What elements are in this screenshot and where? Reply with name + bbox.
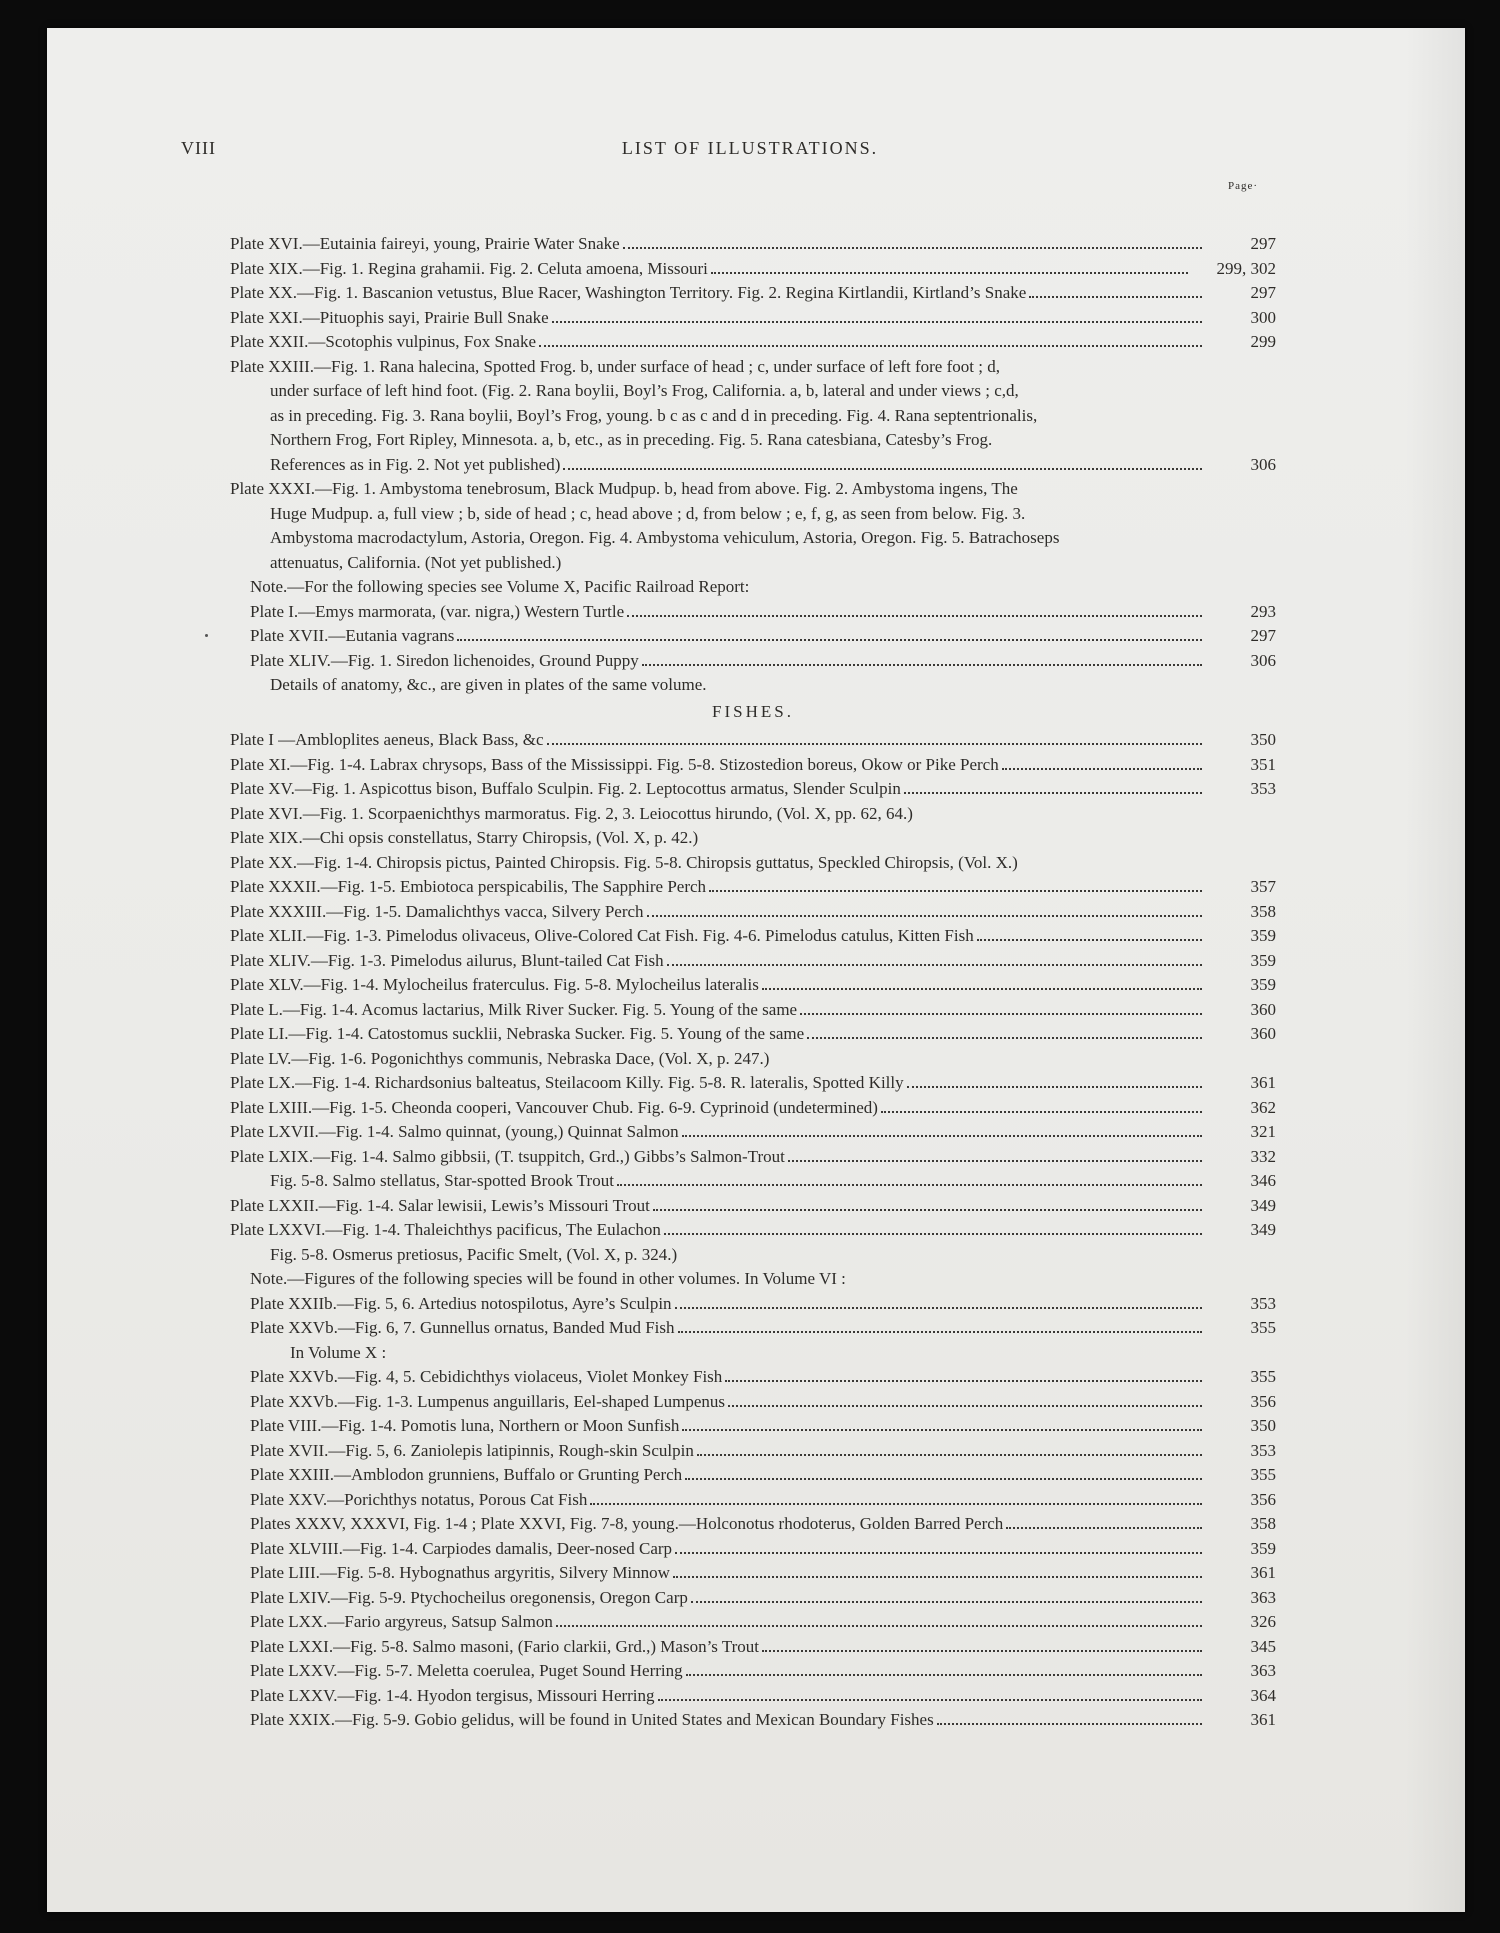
dot-leader: [627, 615, 1202, 617]
plate-xxiii-entry: [230, 355, 1276, 478]
dot-leader: [653, 1209, 1202, 1211]
page-ref: 356: [1250, 1489, 1276, 1509]
dot-leader: [1006, 1527, 1202, 1529]
entry-text: Plate I —Ambloplites aeneus, Black Bass, &c: [230, 730, 544, 749]
list-item: [230, 777, 1276, 802]
dot-leader: [658, 1699, 1202, 1701]
list-item: [230, 1316, 1276, 1341]
entry-continuation: References as in Fig. 2. Not yet published): [270, 454, 561, 474]
dot-leader: [547, 743, 1203, 745]
dot-leader: [686, 1674, 1202, 1676]
entry-text: Plate XXIX.—Fig. 5-9. Gobio gelidus, will be found in United States and Mexican Boundary Fishes: [250, 1710, 934, 1729]
list-item: [230, 1292, 1276, 1317]
list-item: [230, 281, 1276, 306]
page-ref: 357: [1250, 877, 1276, 896]
list-item: [230, 1022, 1276, 1047]
page-ref: 321: [1250, 1122, 1276, 1141]
note-text: Note.—Figures of the following species will be found in other volumes. In Volume VI :: [250, 1269, 846, 1288]
entry-text: Plate XVII.—Eutania vagrans: [250, 626, 455, 645]
list-item: [230, 1071, 1276, 1096]
entry-text: Plate XXIII.—Amblodon grunniens, Buffalo or Grunting Perch: [250, 1465, 683, 1484]
entry-text: Plate XXIIb.—Fig. 5, 6. Artedius notospilotus, Ayre’s Sculpin: [250, 1293, 672, 1313]
entry-continuation: Huge Mudpup. a, full view ; b, side of head ; c, head above ; d, from below ; e, f, g, as seen from below. Fig. 3.: [270, 503, 1026, 523]
list-item: [230, 998, 1276, 1023]
list-item: [230, 1194, 1276, 1219]
list-item: [230, 900, 1276, 925]
dot-leader: [539, 345, 1202, 347]
dot-leader: [682, 1429, 1202, 1431]
page-title: LIST OF ILLUSTRATIONS.: [621, 138, 879, 158]
entry-text: Plate LXX.—Fario argyreus, Satsup Salmon: [250, 1612, 553, 1631]
entry-continuation: attenuatus, California. (Not yet published.): [270, 552, 562, 572]
entry-text: Plate I.—Emys marmorata, (var. nigra,) Western Turtle: [250, 601, 625, 621]
page-ref: 361: [1250, 1710, 1276, 1729]
list-item: [230, 257, 1276, 282]
entry-text: Fig. 5-8. Osmerus pretiosus, Pacific Smelt, (Vol. X, p. 324.): [270, 1244, 678, 1264]
dot-leader: [617, 1184, 1202, 1186]
volume-vi-list: [230, 1292, 1276, 1341]
dot-leader: [800, 1013, 1202, 1015]
entry-text: Plate LXVII.—Fig. 1-4. Salmo quinnat, (young,) Quinnat Salmon: [230, 1122, 679, 1141]
entry-continuation: Ambystoma macrodactylum, Astoria, Oregon. Fig. 4. Ambystoma vehiculum, Astoria, Oregon. Fig. 5. Batrachoseps: [270, 528, 1060, 547]
entry-text: Plate LIII.—Fig. 5-8. Hybognathus argyritis, Silvery Minnow: [250, 1563, 670, 1582]
entry-text: Plate LXXV.—Fig. 5-7. Meletta coerulea, Puget Sound Herring: [250, 1661, 683, 1680]
dot-leader: [673, 1576, 1202, 1578]
dot-leader: [685, 1478, 1202, 1480]
dot-leader: [907, 1086, 1202, 1088]
dot-leader: [977, 939, 1202, 941]
list-item: [230, 624, 1276, 649]
page-number-roman: VIII: [181, 138, 216, 158]
page-ref: 300: [1250, 307, 1276, 327]
page-ref: 355: [1250, 1465, 1276, 1484]
dot-leader: [647, 915, 1202, 917]
list-item: [230, 306, 1276, 331]
page-ref: 360: [1250, 1024, 1276, 1043]
list-item: [230, 1512, 1276, 1537]
dot-leader: [667, 964, 1202, 966]
entry-text: Plate LXXVI.—Fig. 1-4. Thaleichthys pacificus, The Eulachon: [230, 1220, 661, 1239]
entry-text: Plate LXXII.—Fig. 1-4. Salar lewisii, Lewis’s Missouri Trout: [230, 1195, 650, 1215]
page-ref: 358: [1250, 901, 1276, 921]
page-ref: 346: [1250, 1171, 1276, 1190]
page-ref: 350: [1250, 730, 1276, 749]
entry-text: Plate XVI.—Fig. 1. Scorpaenichthys marmoratus. Fig. 2, 3. Leiocottus hirundo, (Vol. X, pp. 62, 64.): [230, 803, 913, 823]
dot-leader: [904, 792, 1202, 794]
entry-text: Plate XXII.—Scotophis vulpinus, Fox Snake: [230, 332, 536, 351]
list-item: [230, 851, 1276, 876]
entry-text: Plate XXVb.—Fig. 4, 5. Cebidichthys violaceus, Violet Monkey Fish: [250, 1367, 723, 1386]
page-ref: 306: [1250, 454, 1276, 474]
entry-continuation: as in preceding. Fig. 3. Rana boylii, Boyl’s Frog, young. b c as c and d in preceding. Fig. 4. Rana septentrionalis,: [270, 405, 1038, 425]
illustrations-list: [230, 232, 1276, 1733]
page-ref: 358: [1250, 1514, 1276, 1533]
list-item: [230, 949, 1276, 974]
entry-text: Plate LI.—Fig. 1-4. Catostomus sucklii, Nebraska Sucker. Fig. 5. Young of the same: [230, 1024, 805, 1043]
list-item: [230, 1414, 1276, 1439]
page-ref: 351: [1250, 754, 1276, 774]
list-item: [230, 1463, 1276, 1488]
page-ref: 359: [1250, 950, 1276, 970]
page-ref: 326: [1250, 1612, 1276, 1631]
page-ref: 360: [1250, 999, 1276, 1019]
page-ref: 362: [1250, 1097, 1276, 1117]
page-ref: 353: [1250, 1293, 1276, 1313]
fishes-list: [230, 728, 1276, 1267]
entry-text: Plate XLVIII.—Fig. 1-4. Carpiodes damalis, Deer-nosed Carp: [250, 1538, 673, 1558]
list-item: [230, 1561, 1276, 1586]
entry-text: Plate XVI.—Eutainia faireyi, young, Prairie Water Snake: [230, 234, 620, 253]
page-ref: 297: [1250, 234, 1276, 253]
dot-leader: [1002, 768, 1202, 770]
entry-text: Plate XX.—Fig. 1-4. Chiropsis pictus, Painted Chiropsis. Fig. 5-8. Chiropsis guttatus, Speckled Chiropsis, (Vol. X.): [230, 852, 1018, 872]
list-item: [230, 1659, 1276, 1684]
dot-leader: [725, 1380, 1202, 1382]
dot-leader: [697, 1454, 1202, 1456]
list-item: [230, 802, 1276, 827]
dot-leader: [728, 1405, 1202, 1407]
page-ref: 359: [1250, 975, 1276, 994]
list-item: [230, 1635, 1276, 1660]
entry-text: Plate LXXI.—Fig. 5-8. Salmo masoni, (Fario clarkii, Grd.,) Mason’s Trout: [250, 1636, 760, 1656]
section-heading-fishes: FISHES.: [712, 701, 794, 721]
list-item: [230, 826, 1276, 851]
entry-text: Plate LXIX.—Fig. 1-4. Salmo gibbsii, (T. tsuppitch, Grd.,) Gibbs’s Salmon-Trout: [230, 1146, 785, 1166]
list-item: [230, 1708, 1276, 1733]
entry-text: Plate XLV.—Fig. 1-4. Mylocheilus fraterculus. Fig. 5-8. Mylocheilus lateralis: [230, 975, 759, 994]
entry-text: Plate XXXI.—Fig. 1. Ambystoma tenebrosum, Black Mudpup. b, head from above. Fig. 2. Ambystoma ingens, The: [230, 479, 1018, 498]
list-item: [230, 1586, 1276, 1611]
entry-text: Plate XLIV.—Fig. 1-3. Pimelodus ailurus, Blunt-tailed Cat Fish: [230, 950, 664, 970]
volume-x-list: [230, 1365, 1276, 1733]
entry-text: Plate XV.—Fig. 1. Aspicottus bison, Buffalo Sculpin. Fig. 2. Leptocottus armatus, Slender Sculpin: [230, 779, 901, 798]
list-item: [230, 1169, 1276, 1194]
page-ref: 364: [1250, 1685, 1276, 1705]
dot-leader: [762, 988, 1202, 990]
list-item: [230, 649, 1276, 674]
entry-text: Plate XVII.—Fig. 5, 6. Zaniolepis latipinnis, Rough-skin Sculpin: [250, 1440, 694, 1460]
volume-x-label: In Volume X :: [290, 1342, 387, 1362]
page-column-label: Page·: [1228, 180, 1259, 192]
list-item: [230, 1610, 1276, 1635]
list-item: [230, 753, 1276, 778]
note-text: Note.—For the following species see Volume X, Pacific Railroad Report:: [250, 577, 750, 596]
list-item: [230, 1218, 1276, 1243]
list-item: [230, 1365, 1276, 1390]
entry-text: Plate XXI.—Pituophis sayi, Prairie Bull Snake: [230, 307, 549, 327]
entry-text: Plate XXVb.—Fig. 6, 7. Gunnellus ornatus, Banded Mud Fish: [250, 1318, 675, 1337]
dot-leader: [664, 1233, 1202, 1235]
page-ref: 363: [1250, 1587, 1276, 1607]
page-ref: 350: [1250, 1416, 1276, 1435]
entry-text: Plate XLIV.—Fig. 1. Siredon lichenoides, Ground Puppy: [250, 650, 639, 670]
entry-text: Plate LX.—Fig. 1-4. Richardsonius balteatus, Steilacoom Killy. Fig. 5-8. R. lateralis, Spotted Killy: [230, 1073, 904, 1092]
list-item: [230, 1120, 1276, 1145]
page-ref: 361: [1250, 1073, 1276, 1092]
page-ref: 353: [1250, 1440, 1276, 1460]
dot-leader: [881, 1111, 1202, 1113]
entry-text: Fig. 5-8. Salmo stellatus, Star-spotted Brook Trout: [270, 1171, 614, 1190]
dot-leader: [556, 1625, 1202, 1627]
dot-leader: [563, 468, 1202, 470]
entry-text: Plate XXV.—Porichthys notatus, Porous Cat Fish: [250, 1489, 588, 1509]
dot-leader: [682, 1135, 1202, 1137]
list-item: [230, 1439, 1276, 1464]
page-ref: 355: [1250, 1367, 1276, 1386]
list-item: [230, 924, 1276, 949]
list-item: [230, 1488, 1276, 1513]
dot-leader: [642, 664, 1202, 666]
list-item: [230, 1684, 1276, 1709]
entry-text: Plate XXVb.—Fig. 1-3. Lumpenus anguillaris, Eel-shaped Lumpenus: [250, 1391, 725, 1411]
page-ref: 299: [1250, 332, 1276, 351]
entry-text: Plate XLII.—Fig. 1-3. Pimelodus olivaceus, Olive-Colored Cat Fish. Fig. 4-6. Pimelodus catulus, Kitten Fish: [230, 926, 974, 945]
entry-text: Plate LXXV.—Fig. 1-4. Hyodon tergisus, Missouri Herring: [250, 1685, 655, 1705]
dot-leader: [762, 1650, 1202, 1652]
page-ref: 349: [1250, 1195, 1276, 1215]
entry-text: Plate XX.—Fig. 1. Bascanion vetustus, Blue Racer, Washington Territory. Fig. 2. Regina Kirtlandii, Kirtland’s Snake: [230, 283, 1027, 302]
dot-leader: [709, 890, 1202, 892]
entry-text: Plate LXIII.—Fig. 1-5. Cheonda cooperi, Vancouver Chub. Fig. 6-9. Cyprinoid (undetermined): [230, 1097, 878, 1117]
list-item: [230, 1145, 1276, 1170]
entry-text: Plate XIX.—Chi opsis constellatus, Starry Chiropsis, (Vol. X, p. 42.): [230, 828, 699, 847]
page-ref: 293: [1250, 601, 1276, 621]
page-ref: 297: [1250, 283, 1276, 302]
page-ref: 356: [1250, 1391, 1276, 1411]
dot-leader: [691, 1601, 1202, 1603]
dot-leader: [623, 247, 1202, 249]
entry-text: Plate XXIII.—Fig. 1. Rana halecina, Spotted Frog. b, under surface of head ; c, under surface of left fore foot ; d,: [230, 356, 1000, 376]
entry-text: Plate XXXII.—Fig. 1-5. Embiotoca perspicabilis, The Sapphire Perch: [230, 877, 707, 896]
dot-leader: [590, 1503, 1202, 1505]
page-ref: 306: [1250, 650, 1276, 670]
dot-leader: [678, 1331, 1202, 1333]
list-item: [230, 1243, 1276, 1268]
dot-leader: [1029, 296, 1202, 298]
dot-leader: [675, 1307, 1202, 1309]
list-item: [230, 330, 1276, 355]
plate-xxxi-entry: [230, 477, 1276, 575]
list-item: [230, 1047, 1276, 1072]
entry-text: Plate XIX.—Fig. 1. Regina grahamii. Fig. 2. Celuta amoena, Missouri: [230, 258, 708, 278]
page-ref: 363: [1250, 1661, 1276, 1680]
page-ref: 359: [1250, 926, 1276, 945]
note-text: Details of anatomy, &c., are given in plates of the same volume.: [270, 675, 707, 694]
page-ref: 299, 302: [1216, 258, 1276, 278]
entry-continuation: under surface of left hind foot. (Fig. 2. Rana boylii, Boyl’s Frog, California. a, b, lateral and under views ; c,d,: [270, 381, 1019, 400]
dot-leader: [711, 272, 1188, 274]
list-item: [230, 600, 1276, 625]
entry-text: Plate LXIV.—Fig. 5-9. Ptychocheilus oregonensis, Oregon Carp: [250, 1587, 688, 1607]
dot-leader: [807, 1037, 1202, 1039]
page-ref: 359: [1250, 1538, 1276, 1558]
entry-text: Plate LV.—Fig. 1-6. Pogonichthys communis, Nebraska Dace, (Vol. X, p. 247.): [230, 1048, 770, 1068]
list-item: [230, 1537, 1276, 1562]
page-ref: 349: [1250, 1220, 1276, 1239]
page-ref: 355: [1250, 1318, 1276, 1337]
page-ref: 345: [1250, 1636, 1276, 1656]
entry-text: Plate XXXIII.—Fig. 1-5. Damalichthys vacca, Silvery Perch: [230, 901, 644, 921]
list-item: [230, 1390, 1276, 1415]
entry-text: Plate L.—Fig. 1-4. Acomus lactarius, Milk River Sucker. Fig. 5. Young of the same: [230, 999, 798, 1019]
page-ref: 297: [1250, 626, 1276, 645]
list-item: [230, 973, 1276, 998]
dot-leader: [457, 639, 1202, 641]
page-ref: 332: [1250, 1146, 1276, 1166]
dot-leader: [675, 1552, 1202, 1554]
dot-leader: [788, 1160, 1202, 1162]
list-item: [230, 875, 1276, 900]
dot-leader: [552, 321, 1202, 323]
ink-speck: [205, 634, 208, 637]
list-item: [230, 1096, 1276, 1121]
page-ref: 361: [1250, 1563, 1276, 1582]
dot-leader: [937, 1723, 1202, 1725]
entry-text: Plate VIII.—Fig. 1-4. Pomotis luna, Northern or Moon Sunfish: [250, 1416, 680, 1435]
list-item: [230, 232, 1276, 257]
entry-text: Plate XI.—Fig. 1-4. Labrax chrysops, Bass of the Mississippi. Fig. 5-8. Stizostedion boreus, Okow or Pike Perch: [230, 754, 999, 774]
entry-continuation: Northern Frog, Fort Ripley, Minnesota. a, b, etc., as in preceding. Fig. 5. Rana catesbiana, Catesby’s Frog.: [270, 430, 993, 449]
list-item: [230, 728, 1276, 753]
page-ref: 353: [1250, 779, 1276, 798]
entry-text: Plates XXXV, XXXVI, Fig. 1-4 ; Plate XXVI, Fig. 7-8, young.—Holconotus rhodoterus, Golden Barred Perch: [250, 1514, 1004, 1533]
